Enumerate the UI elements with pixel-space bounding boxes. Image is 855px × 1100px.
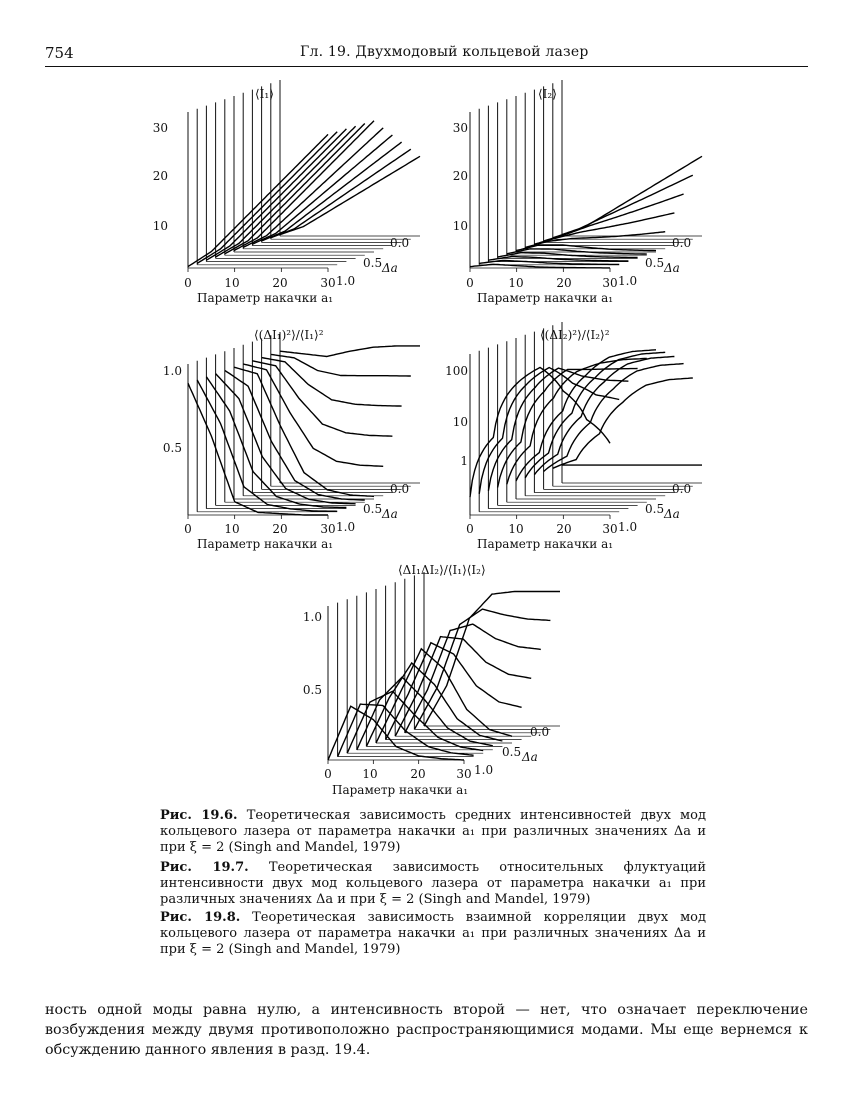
y-tick: 20 [152,169,168,183]
page-number: 754 [45,44,74,62]
x-axis-label: Параметр накачки a₁ [197,291,334,305]
series-line-da-1 [188,134,328,266]
x-tick: 0 [184,276,192,290]
y-tick: 30 [452,121,468,135]
series-line-da-0 [280,346,420,357]
series-line-da-0.5 [234,367,374,496]
z-axis-label: Δa [382,507,398,521]
series-line-da-0.3 [534,357,674,475]
z-tick: 0.5 [645,502,665,516]
z-tick: 1.0 [336,520,356,534]
z-tick: 0.0 [672,482,692,496]
chart-mean-intensity-i1 [150,80,430,305]
figure-caption-19-8 [160,910,706,958]
body-paragraph: ность одной моды равна нулю, а интенсивность второй — нет, что означает переключение возбуждения между двумя противоположно распространяющимися модами. Мы еще вернемся к обсуждению данного явления в разд. 19.4. [45,1002,808,1058]
x-axis-label: Параметр накачки a₁ [197,537,334,551]
x-tick: 10 [362,767,378,781]
z-axis-label: Δa [522,750,538,764]
x-axis-label: Параметр накачки a₁ [477,537,614,551]
caption-label: Рис. 19.6. [160,808,238,823]
caption-text: Теоретическая зависимость взаимной корреляции двух мод кольцевого лазера от параметра накачки a₁ при различных значениях Δa и при ξ = 2 (Singh and Mandel, 1979) [160,910,707,957]
y-tick: 10 [152,219,168,233]
x-tick: 10 [508,522,524,536]
y-tick: 1.0 [162,364,182,378]
z-tick: 1.0 [336,274,356,288]
x-tick: 0 [466,276,474,290]
series-line-da-0.7 [216,126,356,257]
plot-title: ⟨(ΔI₂)²⟩/⟨I₂⟩² [540,328,610,342]
series-line-da-0.4 [386,643,522,740]
series-line-da-0.8 [206,129,346,260]
plot-title: ⟨I₂⟩ [538,87,557,101]
z-tick: 0.0 [672,236,692,250]
z-tick: 0.5 [645,256,665,270]
z-tick: 1.0 [618,274,638,288]
y-tick: 1 [460,454,468,468]
x-tick: 30 [320,276,336,290]
x-axis-label: Параметр накачки a₁ [332,783,469,797]
x-tick: 20 [410,767,426,781]
x-tick: 10 [224,276,240,290]
z-tick: 1.0 [474,763,494,777]
x-tick: 10 [508,276,524,290]
x-tick: 30 [320,522,336,536]
x-tick: 30 [602,522,618,536]
z-tick: 0.5 [502,745,522,759]
chapter-title: Гл. 19. Двухмодовый кольцевой лазер [300,44,589,60]
waterfall-layer [470,80,702,272]
z-tick: 0.5 [363,502,383,516]
x-tick: 20 [272,276,288,290]
caption-label: Рис. 19.8. [160,910,241,925]
x-tick: 30 [456,767,472,781]
x-axis-label: Параметр накачки a₁ [477,291,614,305]
x-tick: 0 [466,522,474,536]
caption-label: Рис. 19.7. [160,860,249,875]
y-tick: 0.5 [302,683,322,697]
z-tick: 1.0 [618,520,638,534]
series-line-da-0.4 [243,128,383,247]
x-tick: 20 [272,522,288,536]
x-tick: 20 [556,522,572,536]
series-line-da-0.9 [197,132,337,264]
series-line-da-0.9 [197,380,337,511]
z-tick: 0.0 [390,236,410,250]
y-tick: 30 [152,121,168,135]
series-line-da-0.6 [225,124,365,254]
figure-caption-19-6 [160,808,706,856]
plot-title: ⟨(ΔI₁)²⟩/⟨I₁⟩² [254,328,324,342]
caption-text: Теоретическая зависимость относительных флуктуаций интенсивности двух мод кольцевого лазера от параметра накачки a₁ при различных значениях Δa и при ξ = 2 (Singh and Mandel, 1979) [160,860,706,907]
x-tick: 20 [556,276,572,290]
series-line-da-0.2 [405,624,541,733]
y-tick: 20 [452,169,468,183]
z-axis-label: Δa [664,507,680,521]
y-tick: 10 [452,219,468,233]
z-tick: 0.5 [363,256,383,270]
waterfall-layer [188,80,420,272]
series-line-da-0.7 [216,374,356,504]
x-tick: 0 [324,767,332,781]
chart-mean-intensity-i2 [430,80,710,305]
z-axis-label: Δa [382,261,398,275]
waterfall-layer [188,332,420,519]
plot-title: ⟨ΔI₁ΔI₂⟩/⟨I₁⟩⟨I₂⟩ [398,563,486,577]
header-rule [45,66,808,67]
waterfall-layer [470,322,702,519]
series-line-da-0.5 [234,121,374,251]
y-tick: 0.5 [162,441,182,455]
series-line-da-0.1 [271,149,411,238]
caption-text: Теоретическая зависимость средних интенсивностей двух мод кольцевого лазера от параметра накачки a₁ при различных значениях Δa и при ξ = 2 (Singh and Mandel, 1979) [160,808,706,855]
y-tick: 100 [445,364,468,378]
x-tick: 10 [224,522,240,536]
chart-mutual-correlation [290,558,570,803]
y-tick: 10 [452,415,468,429]
plot-title: ⟨I₁⟩ [255,87,274,101]
waterfall-layer [328,572,560,764]
z-tick: 0.0 [390,482,410,496]
z-axis-label: Δa [664,261,680,275]
x-tick: 30 [602,276,618,290]
y-tick: 1.0 [302,610,322,624]
series-line-da-0.7 [357,677,493,750]
figure-caption-19-7 [160,860,706,908]
series-line-da-0.1 [553,175,693,238]
series-line-da-0.4 [243,364,383,466]
x-tick: 0 [184,522,192,536]
chart-relative-fluctuation-i2 [430,325,710,553]
series-line-da-0.3 [395,637,531,737]
series-line-da-0.1 [271,354,411,376]
series-line-da-0.6 [225,370,365,500]
z-tick: 0.0 [530,725,550,739]
chart-relative-fluctuation-i1 [150,325,430,553]
